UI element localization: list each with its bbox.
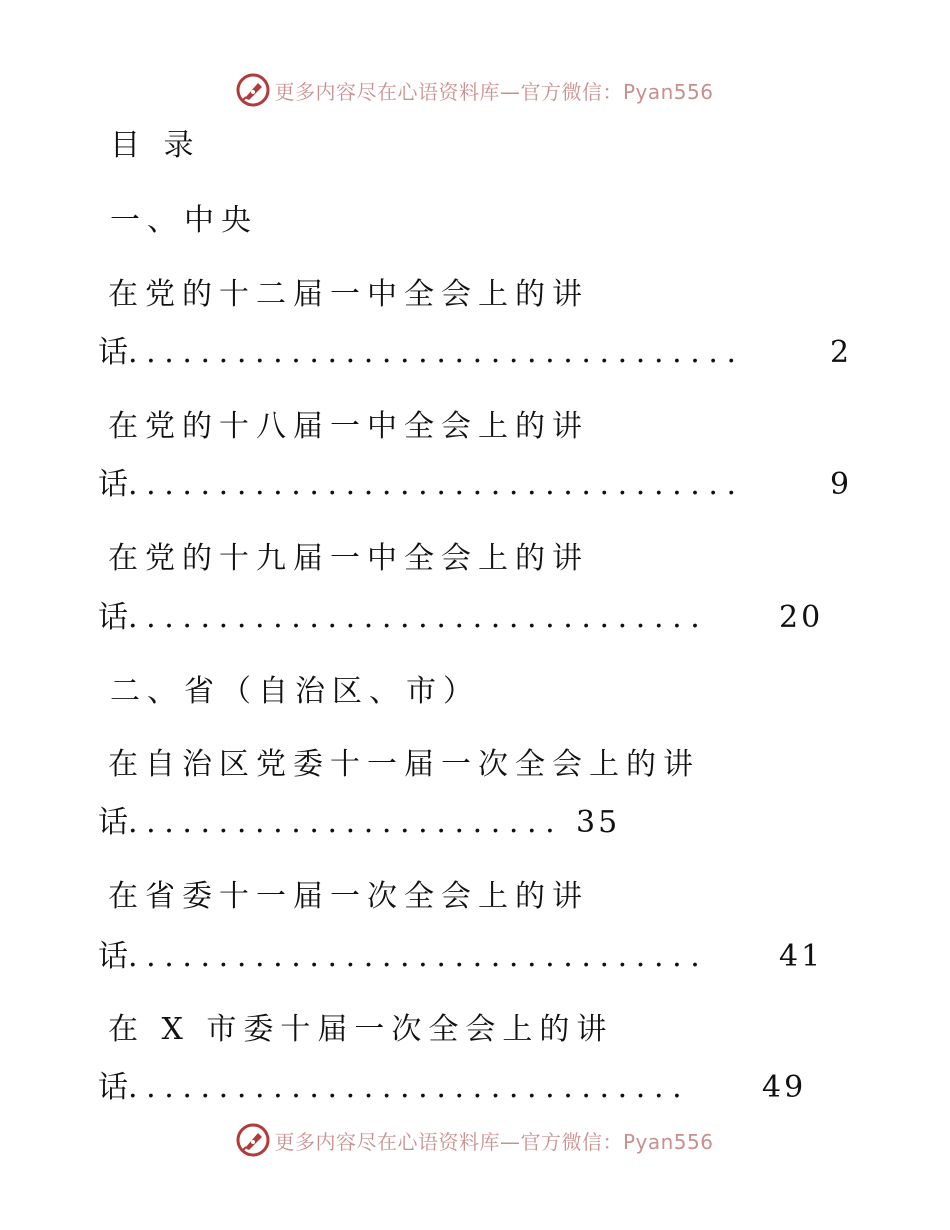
- toc-entry-title: 在自治区党委十一届一次全会上的讲: [108, 747, 700, 782]
- toc-entry-lead-char: 话: [98, 467, 128, 502]
- toc-entry-lead-char: 话: [98, 1070, 128, 1105]
- toc-entry-lead-char: 话: [98, 939, 128, 974]
- toc-entry-dots: ........................: [128, 805, 564, 840]
- toc-entry-title: 在党的十二届一中全会上的讲: [108, 277, 589, 312]
- toc-entry-dots: ................................: [128, 939, 709, 974]
- toc-title: 目 录: [110, 128, 201, 163]
- toc-entry-leader: [98, 465, 745, 505]
- toc-entry-dots: ...............................: [128, 1070, 691, 1105]
- pen-nib-logo-icon: [236, 1123, 270, 1157]
- section-heading-provincial: 二、省（自治区、市）: [110, 674, 480, 709]
- toc-entry-title: 在省委十一届一次全会上的讲: [108, 879, 589, 914]
- toc-entry-leader: [98, 1068, 690, 1108]
- toc-entry-dots: ..................................: [128, 335, 745, 370]
- header-banner-text: 更多内容尽在心语资料库—官方微信：Pyan556: [274, 79, 714, 104]
- toc-entry-leader: [98, 598, 708, 638]
- footer-banner: [0, 1120, 950, 1160]
- toc-entry-lead-char: 话: [98, 600, 128, 635]
- toc-entry-page-number: 20: [779, 600, 824, 635]
- toc-entry-title: 在党的十九届一中全会上的讲: [108, 541, 589, 576]
- toc-entry-dots: ..................................: [128, 467, 745, 502]
- toc-entry-leader: [98, 803, 563, 843]
- toc-entry-page-number: 2: [830, 335, 853, 370]
- toc-entry-page-number: 41: [779, 939, 824, 974]
- toc-entry-lead-char: 话: [98, 805, 128, 840]
- toc-entry-title: 在 X 市委十届一次全会上的讲: [108, 1012, 614, 1047]
- toc-entry-page-number: 49: [762, 1070, 807, 1105]
- toc-entry-dots: ................................: [128, 600, 709, 635]
- toc-entry-title: 在党的十八届一中全会上的讲: [108, 409, 589, 444]
- toc-entry-lead-char: 话: [98, 335, 128, 370]
- toc-entry-leader: [98, 333, 745, 373]
- toc-entry-leader: [98, 937, 708, 977]
- toc-entry-page-number: 35: [576, 805, 621, 840]
- header-banner: [0, 70, 950, 110]
- pen-nib-logo-icon: [236, 73, 270, 107]
- footer-banner-text: 更多内容尽在心语资料库—官方微信：Pyan556: [274, 1129, 714, 1154]
- section-heading-central: 一、中央: [110, 203, 258, 238]
- toc-entry-page-number: 9: [830, 467, 853, 502]
